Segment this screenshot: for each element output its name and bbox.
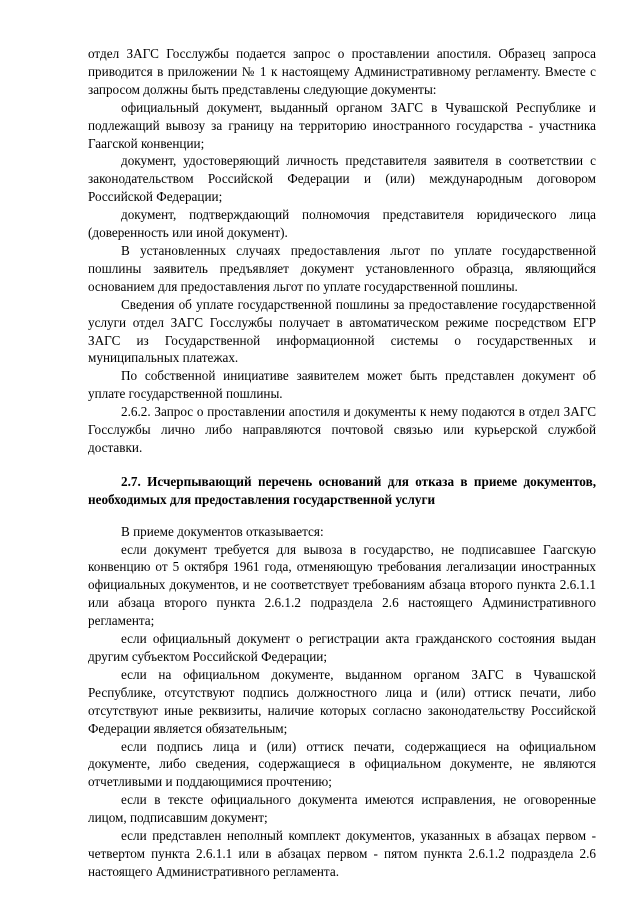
- paragraph-refusal-no-signature: если на официальном документе, выданном органом ЗАГС в Чувашской Республике, отсутствуют подпись должностного лица и (или) оттиск печати, либо отсутствуют иные реквизиты, наличие которых согласно законодательству Российской Федерации является обязательным;: [88, 666, 596, 736]
- paragraph-refusal-corrections: если в тексте официального документа имеются исправления, не оговоренные лицом, подписавшим документ;: [88, 792, 596, 826]
- paragraph-fee-benefits: В установленных случаях предоставления льгот по уплате государственной пошлины заявитель предъявляет документ установленного образца, являющийся основанием для предоставления льгот по уплате государственной пошлины.: [88, 242, 596, 294]
- paragraph-apostille-request: отдел ЗАГС Госслужбы подается запрос о проставлении апостиля. Образец запроса приводится в приложении № 1 к настоящему Административному регламенту. Вместе с запросом должны быть представлены следующие документы:: [88, 46, 596, 97]
- document-page: [88, 45, 596, 881]
- paragraph-2-6-2: 2.6.2. Запрос о проставлении апостиля и документы к нему подаются в отдел ЗАГС Госслужбы лично либо направляются почтовой связью или курьерской службой доставки.: [88, 404, 596, 455]
- paragraph-refusal-hague: если документ требуется для вывоза в государство, не подписавшее Гаагскую конвенцию от 5 октября 1961 года, отменяющую требования легализации иностранных официальных документов, и не соответствует требованиям абзаца второго пункта 2.6.1.1 или абзаца второго пункта 2.6.1.2 подраздела 2.6 настоящего Административного регламента;: [88, 541, 596, 629]
- paragraph-refusal-illegible: если подпись лица и (или) оттиск печати, содержащиеся на официальном документе, либо сведения, содержащиеся в официальном документе, не являются отчетливыми и поддающимися прочтению;: [88, 738, 596, 790]
- paragraph-identity-document: документ, удостоверяющий личность представителя заявителя в соответствии с законодательством Российской Федерации и (или) международным договором Российской Федерации;: [88, 153, 596, 205]
- paragraph-fee-payment-info: Сведения об уплате государственной пошлины за предоставление государственной услуги отдел ЗАГС Госслужбы получает в автоматическом режиме посредством ЕГР ЗАГС из Государственной информационной системы о государственных и муниципальных платежах.: [88, 296, 596, 366]
- section-heading-2-7: 2.7. Исчерпывающий перечень оснований для отказа в приеме документов, необходимых для предоставления государственной услуги: [88, 473, 596, 507]
- paragraph-official-document: официальный документ, выданный органом ЗАГС в Чувашской Республике и подлежащий вывозу за границу на территорию иностранного государства - участника Гаагской конвенции;: [88, 99, 596, 151]
- paragraph-refusal-incomplete: если представлен неполный комплект документов, указанных в абзацах первом - четвертом пункта 2.6.1.1 или в абзацах первом - пятом пункта 2.6.1.2 подраздела 2.6 настоящего Административного регламента.: [88, 828, 596, 879]
- paragraph-refusal-other-subject: если официальный документ о регистрации акта гражданского состояния выдан другим субъектом Российской Федерации;: [88, 631, 596, 664]
- spacer: [88, 509, 596, 523]
- paragraph-authority-document: документ, подтверждающий полномочия представителя юридического лица (доверенность или иной документ).: [88, 207, 596, 241]
- spacer: [88, 457, 596, 473]
- paragraph-refusal-intro: В приеме документов отказывается:: [121, 523, 324, 539]
- paragraph-own-initiative: По собственной инициативе заявителем может быть представлен документ об уплате государственной пошлины.: [88, 368, 596, 402]
